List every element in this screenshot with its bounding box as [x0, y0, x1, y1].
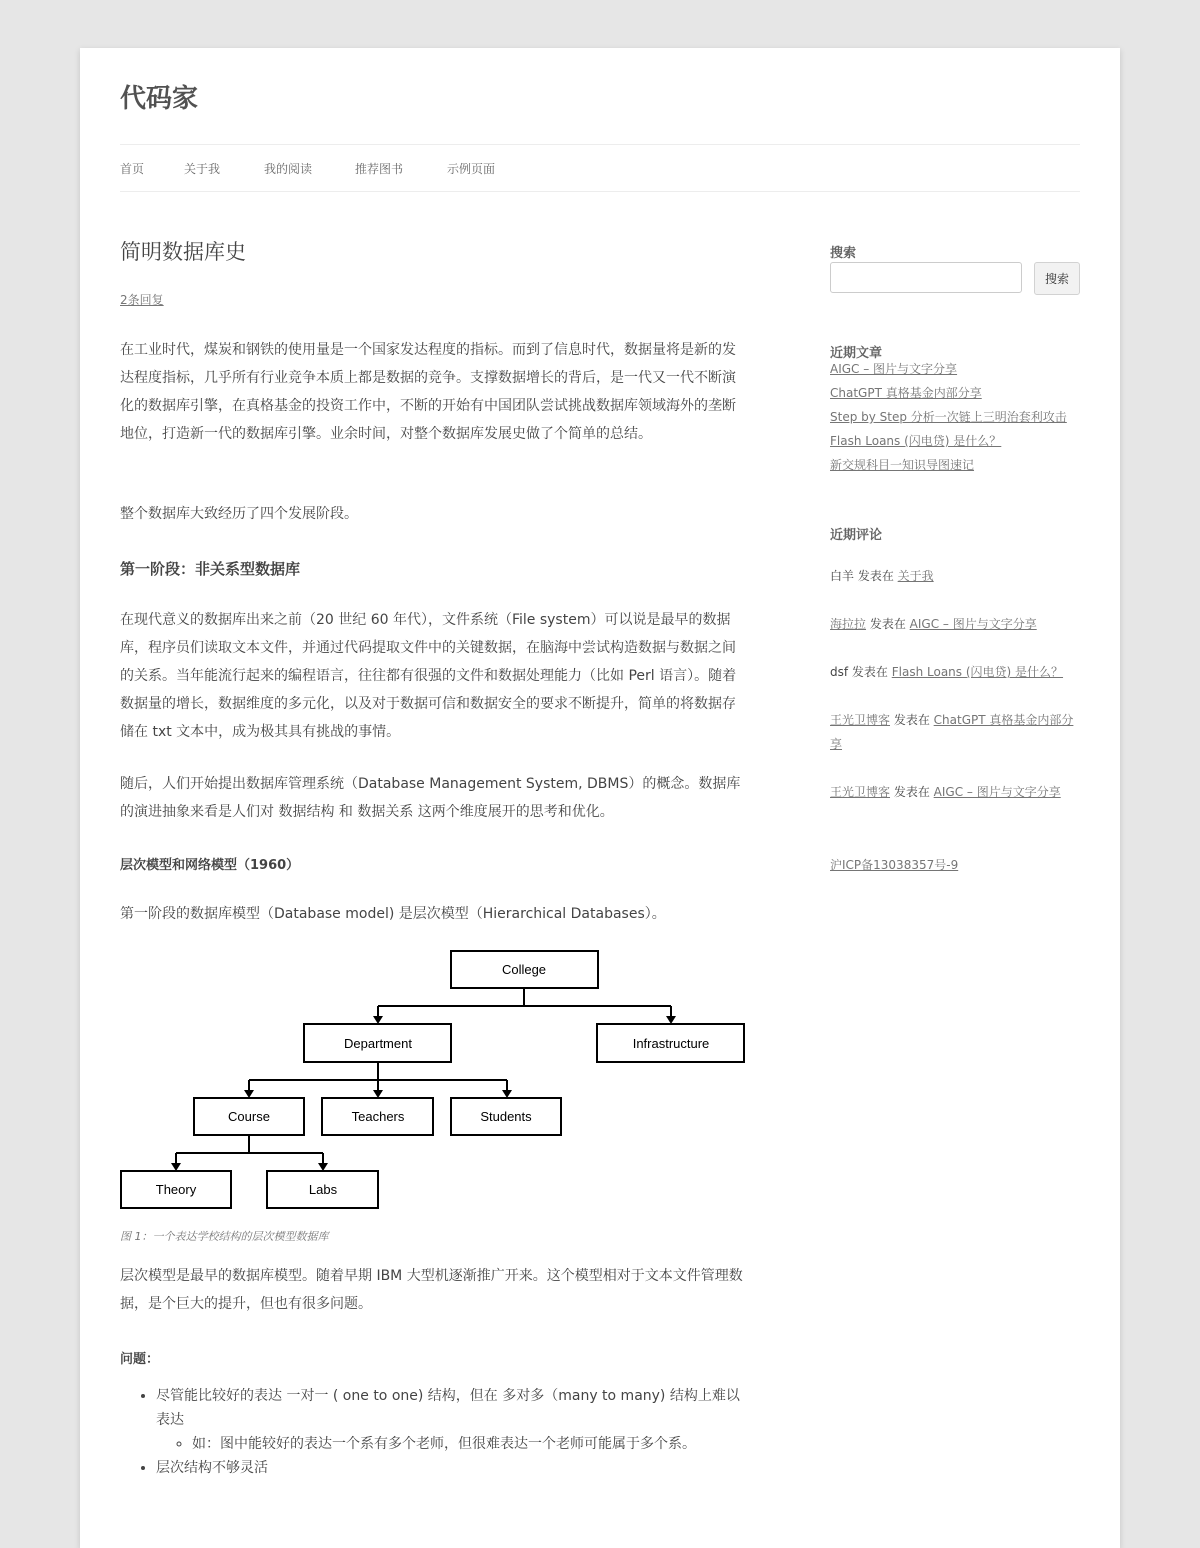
comment-connector: 发表在: [890, 713, 934, 727]
list-item-text: 层次结构不够灵活: [156, 1460, 268, 1476]
recent-comment: [830, 660, 1080, 684]
comment-author-link[interactable]: 海拉拉: [830, 617, 867, 631]
comment-post-link[interactable]: Flash Loans (闪电贷) 是什么？: [891, 665, 1064, 679]
paragraph: 整个数据库大致经历了四个发展阶段。: [120, 506, 358, 522]
recent-post-link[interactable]: Step by Step 分析一次链上三明治套利攻击: [830, 410, 1067, 424]
comment-author-link[interactable]: 王光卫博客: [830, 785, 891, 799]
hierarchy-diagram: [120, 950, 745, 1212]
comment-author: 白羊: [830, 569, 855, 583]
nav-item-reading[interactable]: 我的阅读: [264, 162, 313, 176]
diagram-label: Students: [480, 1109, 532, 1124]
paragraph: 在现代意义的数据库出来之前（20 世纪 60 年代），文件系统（File system）可以说是最早的数据库，程序员们读取文本文件，并通过代码提取文件中的关键数据，在脑海中尝试构造数据与数据之间的关系。当年能流行起来的编程语言，往往都有很强的文件和数据处理能力（比如 Perl 语言）。随着数据量的增长，数据维度的多元化，以及对于数据可信和数据安全的要求不断提升，简单的将数据存储在 txt 文本中，成为极其具有挑战的事情。: [120, 612, 737, 740]
recent-posts-list: [830, 360, 1067, 480]
comment-connector: 发表在: [866, 617, 910, 631]
comment-author: dsf: [830, 665, 849, 679]
section-heading: 第一阶段：非关系型数据库: [120, 560, 301, 578]
search-input[interactable]: [830, 262, 1022, 293]
nav-item-about[interactable]: 关于我: [184, 162, 221, 176]
subsection-heading: 层次模型和网络模型（1960）: [120, 858, 300, 873]
site-title[interactable]: 代码家: [120, 84, 199, 114]
diagram-label: Teachers: [351, 1109, 405, 1124]
paragraph: 在工业时代，煤炭和钢铁的使用量是一个国家发达程度的指标。而到了信息时代，数据量将是新的发达程度指标，几乎所有行业竞争本质上都是数据的竞争。支撑数据增长的背后，是一代又一代不断演化的数据库引擎，在真格基金的投资工作中，不断的开始有中国团队尝试挑战数据库领域海外的垄断地位，打造新一代的数据库引擎。业余时间，对整个数据库发展史做了个简单的总结。: [120, 342, 736, 442]
list-item: [156, 1384, 746, 1456]
list-item: [156, 1456, 746, 1480]
search-button[interactable]: 搜索: [1034, 262, 1080, 295]
page-container: [80, 48, 1120, 1548]
diagram-label: Infrastructure: [632, 1036, 710, 1051]
comment-post-link[interactable]: AIGC – 图片与文字分享: [909, 617, 1037, 631]
post-title: 简明数据库史: [120, 240, 246, 264]
diagram-label: Department: [344, 1036, 412, 1051]
paragraph: 随后，人们开始提出数据库管理系统（Database Management System, DBMS）的概念。数据库的演进抽象来看是人们对 数据结构 和 数据关系 这两个维度展开的思考和优化。: [120, 776, 741, 820]
article: [120, 238, 745, 1476]
comment-connector: 发表在: [854, 569, 898, 583]
recent-posts-title: 近期文章: [830, 346, 883, 361]
recent-comment: [830, 708, 1080, 756]
search-widget-title: 搜索: [830, 246, 857, 261]
comment-connector: 发表在: [848, 665, 892, 679]
issue-list: [120, 1384, 746, 1480]
diagram-label: Labs: [308, 1182, 338, 1197]
paragraph: 层次模型是最早的数据库模型。随着早期 IBM 大型机逐渐推广开来。这个模型相对于文本文件管理数据，是个巨大的提升，但也有很多问题。: [120, 1268, 743, 1312]
figure-caption: 图 1：一个表达学校结构的层次模型数据库: [120, 1230, 329, 1243]
recent-comment: [830, 612, 1080, 636]
comment-post-link[interactable]: AIGC – 图片与文字分享: [933, 785, 1061, 799]
comments-link[interactable]: 2条回复: [120, 293, 164, 307]
paragraph: 第一阶段的数据库模型（Database model) 是层次模型（Hierarchical Databases）。: [120, 906, 666, 922]
comment-post-link[interactable]: 关于我: [897, 569, 934, 583]
recent-comment: [830, 564, 1080, 588]
diagram-label: College: [501, 962, 547, 977]
nav-item-sample[interactable]: 示例页面: [447, 162, 496, 176]
recent-comments-title: 近期评论: [830, 528, 883, 543]
nav-item-books[interactable]: 推荐图书: [355, 162, 404, 176]
list-item-text: 如：图中能较好的表达一个系有多个老师，但很难表达一个老师可能属于多个系。: [192, 1436, 696, 1452]
comment-post-link[interactable]: ChatGPT 真格基金内部分享: [830, 713, 1074, 751]
subsection-heading: 问题：: [120, 1352, 160, 1367]
recent-comment: [830, 780, 1080, 804]
recent-post-link[interactable]: ChatGPT 真格基金内部分享: [830, 386, 982, 400]
main-nav: [120, 144, 1080, 192]
recent-post-link[interactable]: AIGC – 图片与文字分享: [830, 362, 958, 376]
diagram-label: Theory: [155, 1182, 197, 1197]
comment-author-link[interactable]: 王光卫博客: [830, 713, 891, 727]
list-item: [192, 1432, 746, 1456]
comment-connector: 发表在: [890, 785, 934, 799]
nav-item-home[interactable]: 首页: [120, 162, 145, 176]
recent-post-link[interactable]: Flash Loans (闪电贷) 是什么？: [830, 434, 1002, 448]
icp-link[interactable]: 沪ICP备13038357号-9: [830, 858, 959, 872]
recent-post-link[interactable]: 新交规科目一知识导图速记: [830, 458, 975, 472]
list-item-text: 尽管能比较好的表达 一对一 ( one to one) 结构，但在 多对多（many to many) 结构上难以表达: [156, 1388, 740, 1428]
diagram-label: Course: [228, 1109, 270, 1124]
